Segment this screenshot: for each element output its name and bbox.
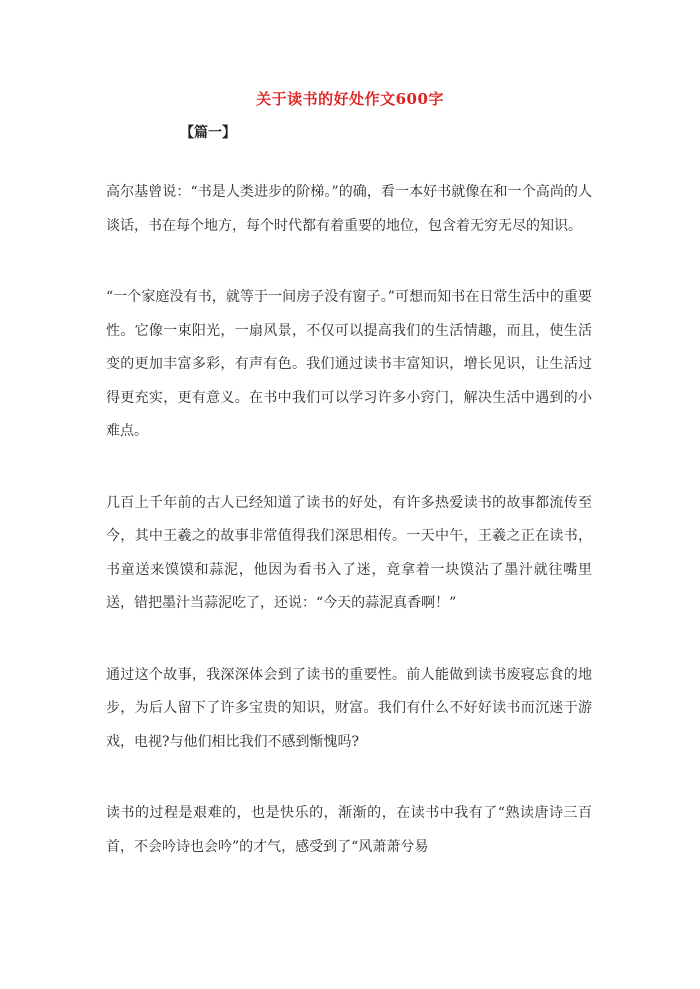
document-body [106,176,592,902]
paragraph-3: 几百上千年前的古人已经知道了读书的好处，有许多热爱读书的故事都流传至今，其中王羲之的故事非常值得我们深思相传。一天中午，王羲之正在读书，书童送来馍馍和蒜泥，他因为看书入了迷，竟拿着一块馍沾了墨汁就往嘴里送，错把墨汁当蒜泥吃了，还说：“今天的蒜泥真香啊！” [106,494,592,611]
paragraph-2: “一个家庭没有书，就等于一间房子没有窗子。”可想而知书在日常生活中的重要性。它像一束阳光，一扇风景，不仅可以提高我们的生活情趣，而且，使生活变的更加丰富多彩，有声有色。我们通过读书丰富知识，增长见识，让生活过得更充实，更有意义。在书中我们可以学习许多小窍门，解决生活中遇到的小难点。 [106,289,592,439]
paragraph-5: 读书的过程是艰难的，也是快乐的，渐渐的，在读书中我有了“熟读唐诗三百首，不会吟诗也会吟”的才气，感受到了“风萧萧兮易 [106,805,592,855]
section-label: 【篇一】 [180,125,236,141]
document-title: 关于读书的好处作文600字 [256,90,444,108]
paragraph-4: 通过这个故事，我深深体会到了读书的重要性。前人能做到读书废寝忘食的地步，为后人留下了许多宝贵的知识，财富。我们有什么不好好读书而沉迷于游戏，电视?与他们相比我们不感到惭愧吗? [106,666,592,750]
paragraph-1: 高尔基曾说：“书是人类进步的阶梯。”的确，看一本好书就像在和一个高尚的人谈话，书在每个地方，每个时代都有着重要的地位，包含着无穷无尽的知识。 [106,184,592,234]
